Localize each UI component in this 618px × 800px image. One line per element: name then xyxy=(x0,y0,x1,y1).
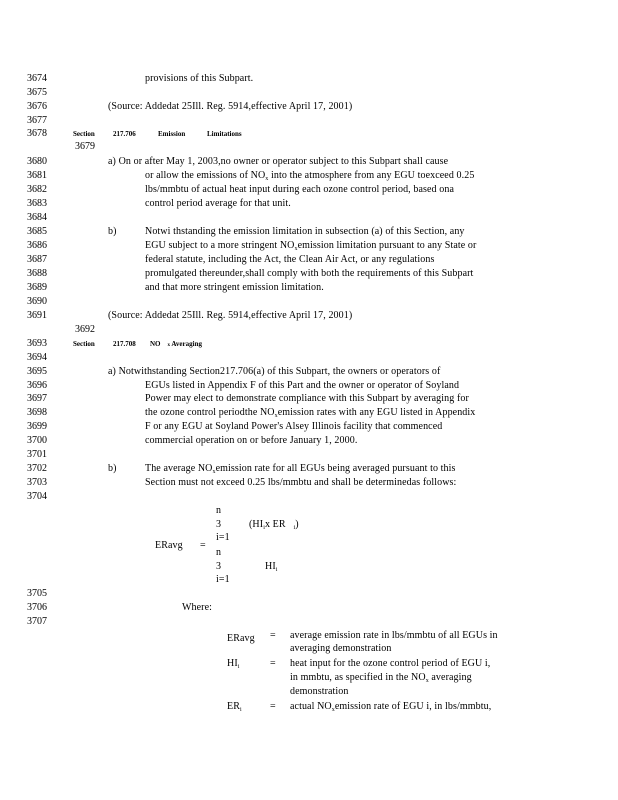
line-number: 3678 xyxy=(27,128,47,139)
line-number: 3674 xyxy=(27,73,47,84)
paragraph-a-line: or allow the emissions of $NO_x$ into the atmosphere from any EGU toexceed 0.25 xyxy=(145,170,475,182)
line-number: 3702 xyxy=(27,463,47,474)
line-number: 3677 xyxy=(27,115,47,126)
section-number: 217.706 xyxy=(113,130,136,138)
line-number: 3690 xyxy=(27,296,47,307)
line-number: 3699 xyxy=(27,421,47,432)
paragraph-a-line: F or any EGU at Soyland Power's Alsey Illinois facility that commenced xyxy=(145,421,443,432)
paragraph-a-line: a) On or after May 1, 2003,no owner or operator subject to this Subpart shall cause xyxy=(108,156,449,167)
section-title: NO x Averaging xyxy=(150,340,202,348)
paragraph-b-line: Notwi thstanding the emission limitation in subsection (a) of this Section, any xyxy=(145,226,465,237)
definition-text: in mmbtu, as specified in the $NO_x$ averaging xyxy=(290,672,472,684)
paragraph-marker: b) xyxy=(108,226,117,237)
section-label: Section xyxy=(73,130,95,138)
line-number: 3686 xyxy=(27,240,47,251)
section-title: Limitations xyxy=(207,130,242,138)
equation-lower-limit: i=1 xyxy=(216,574,230,585)
line-number: 3701 xyxy=(27,449,47,460)
equation-sum-symbol: 3 xyxy=(216,519,222,530)
line-number: 3695 xyxy=(27,366,47,377)
paragraph-b-line: The average $NO_xemission$ rate for all EGUs being averaged pursuant to this xyxy=(145,463,456,475)
line-number: 3703 xyxy=(27,477,47,488)
line-number: 3689 xyxy=(27,282,47,293)
paragraph-b-line: promulgated thereunder,shall comply with both the requirements of this Subpart xyxy=(145,268,474,279)
line-number: 3687 xyxy=(27,254,47,265)
definition-term: ERavg xyxy=(227,633,255,644)
line-number: 3688 xyxy=(27,268,47,279)
section-number: 217.708 xyxy=(113,340,136,348)
paragraph-a-line: the ozone control periodthe $NO_xemission$ rates with any EGU listed in Appendix xyxy=(145,407,476,419)
line-number: 3698 xyxy=(27,407,47,418)
paragraph-b-line: and that more stringent emission limitation. xyxy=(145,282,324,293)
equation-lower-limit: i=1 xyxy=(216,532,230,543)
line-number: 3683 xyxy=(27,198,47,209)
definition-term: $ER_i$ xyxy=(227,701,242,713)
definition-text: average emission rate in lbs/mmbtu of all EGUs in xyxy=(290,630,498,641)
definition-text: demonstration xyxy=(290,686,349,697)
line-number: 3691 xyxy=(27,310,47,321)
line-number: 3704 xyxy=(27,491,47,502)
definition-text: averaging demonstration xyxy=(290,643,392,654)
line-number: 3705 xyxy=(27,588,47,599)
equation-equals: = xyxy=(200,540,206,551)
line-number: 3685 xyxy=(27,226,47,237)
line-number: 3679 xyxy=(75,141,95,152)
line-number: 3706 xyxy=(27,602,47,613)
paragraph-a-line: commercial operation on or before January 1, 2000. xyxy=(145,435,358,446)
section-label: Section xyxy=(73,340,95,348)
definition-text: actual $NO_xemission$ rate of EGU i, in lbs/mmbtu, xyxy=(290,701,492,713)
paragraph-b-line: EGU subject to a more stringent $NO_xemission$ limitation pursuant to any State or xyxy=(145,240,477,252)
paragraph-a-line: Power may elect to demonstrate compliance with this Subpart by averaging for xyxy=(145,393,469,404)
equation-upper-limit: n xyxy=(216,547,222,558)
paragraph-a-line: lbs/mmbtu of actual heat input during each ozone control period, based ona xyxy=(145,184,454,195)
line-number: 3694 xyxy=(27,352,47,363)
equation-numerator: ($HI_ix$ ER $_i$) xyxy=(249,519,299,531)
line-number: 3682 xyxy=(27,184,47,195)
line-number: 3700 xyxy=(27,435,47,446)
line-number: 3696 xyxy=(27,380,47,391)
equation-upper-limit: n xyxy=(216,505,222,516)
paragraph-marker: b) xyxy=(108,463,117,474)
line-number: 3676 xyxy=(27,101,47,112)
paragraph-a-line: EGUs listed in Appendix F of this Part and the owner or operator of Soyland xyxy=(145,380,460,391)
equation-sum-symbol: 3 xyxy=(216,561,222,572)
line-number: 3684 xyxy=(27,212,47,223)
body-text: provisions of this Subpart. xyxy=(145,73,254,84)
line-number: 3675 xyxy=(27,87,47,98)
paragraph-b-line: federal statute, including the Act, the Clean Air Act, or any regulations xyxy=(145,254,435,265)
line-number: 3681 xyxy=(27,170,47,181)
definition-term: $HI_i$ xyxy=(227,658,240,670)
source-note: (Source: Addedat 25Ill. Reg. 5914,effective April 17, 2001) xyxy=(108,310,353,321)
line-number: 3680 xyxy=(27,156,47,167)
where-label: Where: xyxy=(182,602,213,613)
definition-equals: = xyxy=(270,701,276,712)
line-number: 3707 xyxy=(27,616,47,627)
equation-denominator: $HI_i$ xyxy=(265,561,278,573)
paragraph-a-line: a) Notwithstanding Section217.706(a) of this Subpart, the owners or operators of xyxy=(108,366,441,377)
line-number: 3693 xyxy=(27,338,47,349)
definition-text: heat input for the ozone control period of EGU i, xyxy=(290,658,491,669)
paragraph-a-line: control period average for that unit. xyxy=(145,198,291,209)
equation-lhs: ERavg xyxy=(155,540,183,551)
definition-equals: = xyxy=(270,630,276,641)
line-number: 3692 xyxy=(75,324,95,335)
paragraph-b-line: Section must not exceed 0.25 lbs/mmbtu and shall be determinedas follows: xyxy=(145,477,457,488)
line-number: 3697 xyxy=(27,393,47,404)
source-note: (Source: Addedat 25Ill. Reg. 5914,effective April 17, 2001) xyxy=(108,101,353,112)
section-title: Emission xyxy=(158,130,186,138)
definition-equals: = xyxy=(270,658,276,669)
